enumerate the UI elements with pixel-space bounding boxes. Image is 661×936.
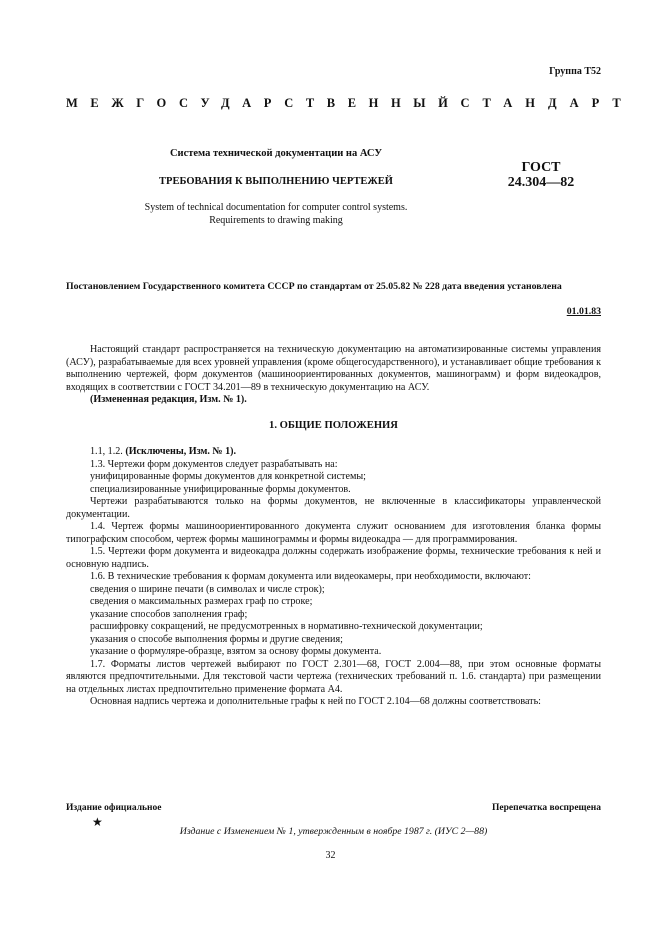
list-item: расшифровку сокращений, не предусмотренных в нормативно-технической документации; [90,621,483,632]
list-item: сведения о максимальных размерах граф по строке; [90,596,313,607]
document-body [66,344,601,709]
title-block [66,148,486,227]
system-title: Система технической документации на АСУ [169,148,383,159]
list-item: сведения о ширине печати (в символах и числе строк); [90,583,325,595]
list-item: указания о способе выполнения формы и другие сведения; [90,633,343,645]
list-item: указание о формуляре-образце, взятом за основу формы документа. [90,646,382,657]
effective-date: 01.01.83 [566,306,601,317]
list-item: унифицированные формы документов для конкретной системы; [90,471,366,482]
gost-label: ГОСТ [521,160,561,175]
standard-banner [66,96,634,111]
paragraph-1-7: 1.7. Форматы листов чертежей выбирают по ГОСТ 2.301—68, ГОСТ 2.004—88, при этом основные форматы являются предпочтительными. Для текстовой части чертежа (технических требований п. 1.6. стандарта) при размещении на отдельных листах предпочтительно применение формата А4. [66,658,601,695]
english-title [66,202,486,227]
english-title-line-2: Requirements to drawing making [209,214,343,226]
section-heading: 1. ОБЩИЕ ПОЛОЖЕНИЯ [269,419,398,431]
paragraph-1-1 [66,446,601,459]
gost-designation [486,160,596,190]
official-edition: Издание официальное [66,803,162,813]
decree-text: Постановлением Государственного комитета СССР по стандартам от 25.05.82 № 228 дата введения установлена [66,281,562,292]
group-code: Группа Т52 [549,66,601,77]
reprint-prohibited: Перепечатка воспрещена [491,803,601,813]
paragraph-1-5: 1.5. Чертежи форм документа и видеокадра должны содержать изображение формы, технические требования к ней и основную надпись. [66,546,601,570]
intro-revision-note: (Измененная редакция, Изм. № 1). [90,394,247,405]
gost-number: 24.304—82 [507,175,575,190]
paragraph-1-1-excluded: (Исключены, Изм. № 1). [125,446,237,457]
intro-paragraph: Настоящий стандарт распространяется на техническую документацию на автоматизированные системы управления (АСУ), разрабатываемые для всех уровней управления (кроме общегосударственного), и устанавливает общие требования к выполнению чертежей, форм документов (машиноориентированных документов, машинограмм) и форм видеокадров, входящих в соответствии с ГОСТ 34.201—89 в техническую документацию на АСУ. [66,344,601,393]
edition-note: Издание с Изменением № 1, утвержденным в ноябре 1987 г. (ИУС 2—88) [179,826,488,837]
banner-standard: СТАНДАРТ [460,96,634,110]
english-title-line-1: System of technical documentation for computer control systems. [144,202,408,213]
star-icon: ★ [92,815,103,829]
banner-interstate: МЕЖГОСУДАРСТВЕННЫЙ [66,96,461,110]
page-number: 32 [325,850,336,861]
paragraph-1-8: Основная надпись чертежа и дополнительные графы к ней по ГОСТ 2.104—68 должны соответствовать: [90,696,541,707]
paragraph-1-3: 1.3. Чертежи форм документов следует разрабатывать на: [90,458,338,470]
paragraph-1-6: 1.6. В технические требования к формам документа или видеокамеры, при необходимости, включают: [90,571,531,582]
paragraph-1-3-note: Чертежи разрабатываются только на формы документов, не включенные в классификаторы управленческой документации. [66,496,601,520]
list-item: специализированные унифицированные формы документов. [90,483,351,495]
document-title: ТРЕБОВАНИЯ К ВЫПОЛНЕНИЮ ЧЕРТЕЖЕЙ [159,176,393,187]
paragraph-1-1-number: 1.1, 1.2. [90,446,126,457]
paragraph-1-4: 1.4. Чертеж формы машиноориентированного документа служит основанием для изготовления бланка формы типографским способом, чертеж формы машинограммы и формы видеокадра — для программирования. [66,521,601,545]
list-item: указание способов заполнения граф; [90,608,248,620]
